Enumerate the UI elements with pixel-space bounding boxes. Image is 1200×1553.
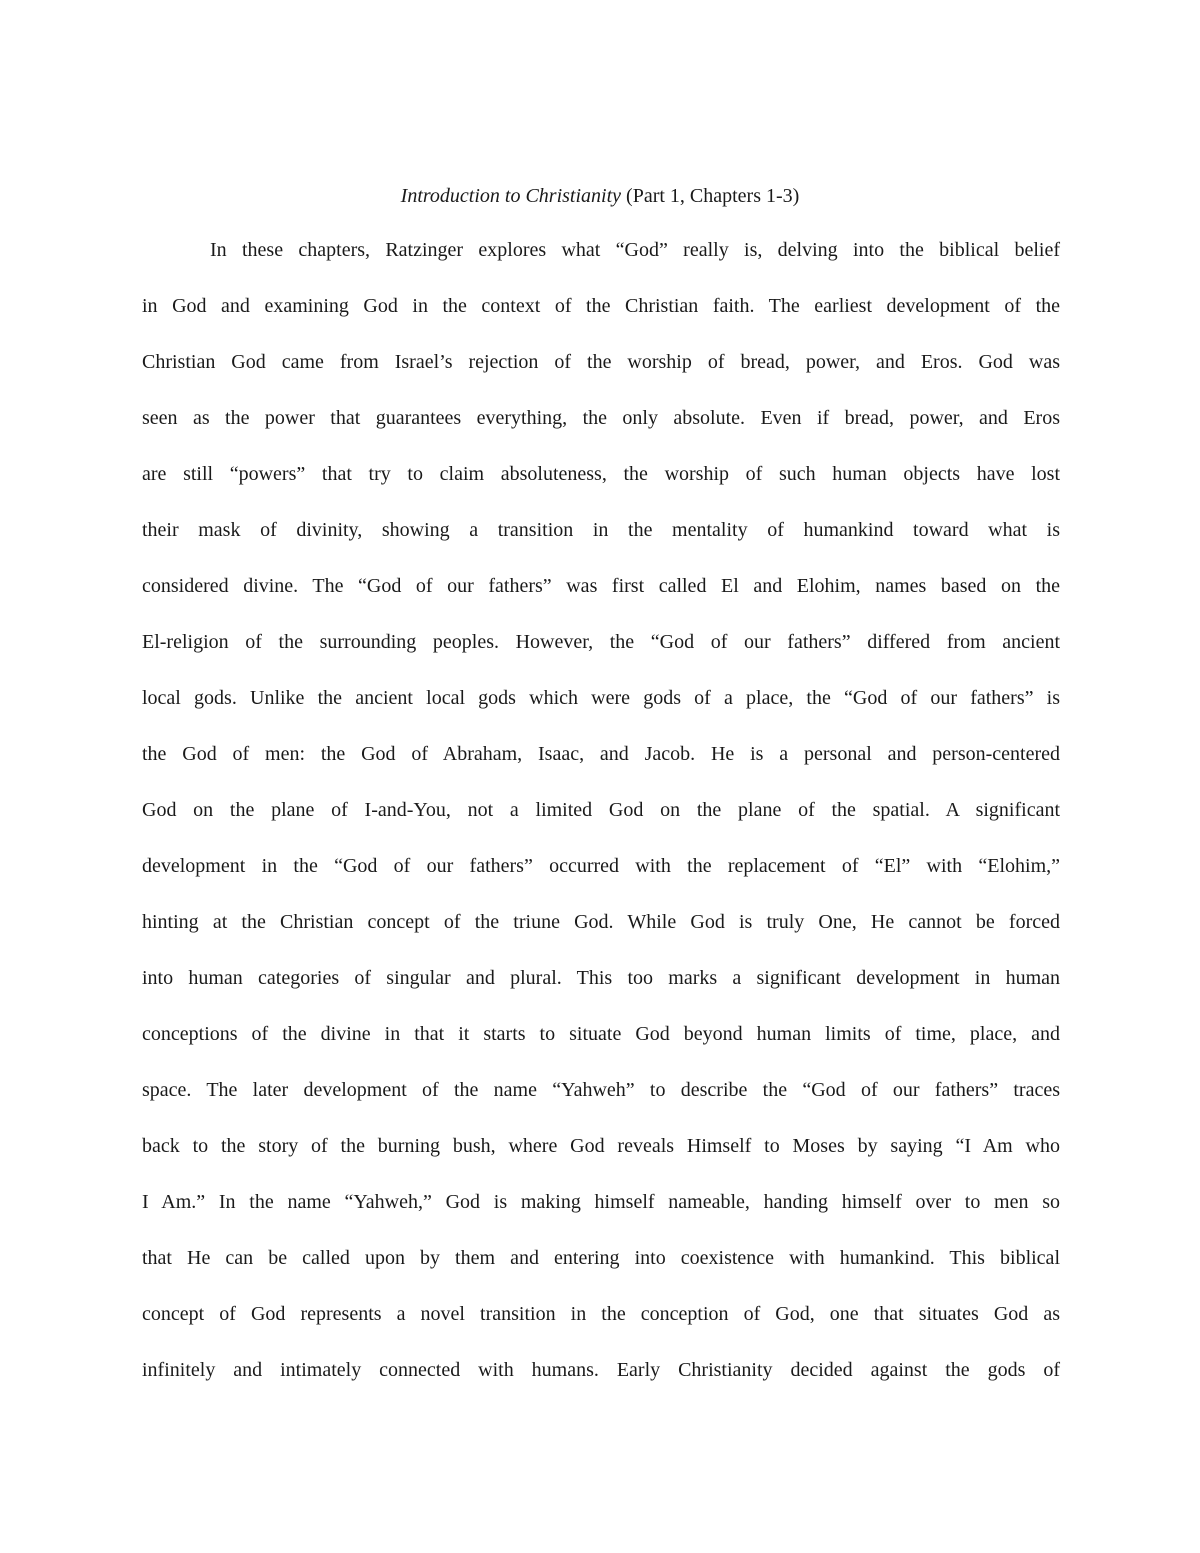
paragraph-line: infinitely and intimately connected with humans. Early Christianity decided against the gods of [142, 1359, 1060, 1381]
paragraph-line: Christian God came from Israel’s rejection of the worship of bread, power, and Eros. God was [142, 351, 1060, 373]
title-subtitle: (Part 1, Chapters 1-3) [621, 185, 800, 207]
paragraph-line: In these chapters, Ratzinger explores what “God” really is, delving into the biblical belief [210, 239, 1060, 261]
paragraph-line: concept of God represents a novel transition in the conception of God, one that situates God as [142, 1303, 1060, 1325]
paragraph-line: hinting at the Christian concept of the triune God. While God is truly One, He cannot be forced [142, 911, 1060, 933]
book-title: Introduction to Christianity [400, 185, 622, 207]
paragraph-line: I Am.” In the name “Yahweh,” God is making himself nameable, handing himself over to men so [142, 1191, 1060, 1213]
paragraph-line: in God and examining God in the context of the Christian faith. The earliest development of the [142, 295, 1060, 317]
paragraph-line: the God of men: the God of Abraham, Isaac, and Jacob. He is a personal and person-centered [142, 743, 1060, 765]
document-title [0, 182, 1200, 210]
paragraph-line: space. The later development of the name “Yahweh” to describe the “God of our fathers” traces [142, 1079, 1060, 1101]
paragraph-line: El-religion of the surrounding peoples. However, the “God of our fathers” differed from ancient [142, 631, 1060, 653]
paragraph-line: are still “powers” that try to claim absoluteness, the worship of such human objects have lost [142, 463, 1060, 485]
paragraph-line: back to the story of the burning bush, where God reveals Himself to Moses by saying “I Am who [142, 1135, 1060, 1157]
paragraph-line: considered divine. The “God of our fathers” was first called El and Elohim, names based on the [142, 575, 1060, 597]
paragraph-line: seen as the power that guarantees everything, the only absolute. Even if bread, power, and Eros [142, 407, 1060, 429]
paragraph-line: that He can be called upon by them and entering into coexistence with humankind. This biblical [142, 1247, 1060, 1269]
paragraph-line: into human categories of singular and plural. This too marks a significant development in human [142, 967, 1060, 989]
paragraph-line: conceptions of the divine in that it starts to situate God beyond human limits of time, place, and [142, 1023, 1060, 1045]
paragraph-line: local gods. Unlike the ancient local gods which were gods of a place, the “God of our fathers” is [142, 687, 1060, 709]
paragraph-line: God on the plane of I-and-You, not a limited God on the plane of the spatial. A significant [142, 799, 1060, 821]
body-paragraph [142, 236, 1060, 1412]
paragraph-line: development in the “God of our fathers” occurred with the replacement of “El” with “Elohim,” [142, 855, 1060, 877]
paragraph-line: their mask of divinity, showing a transition in the mentality of humankind toward what is [142, 519, 1060, 541]
